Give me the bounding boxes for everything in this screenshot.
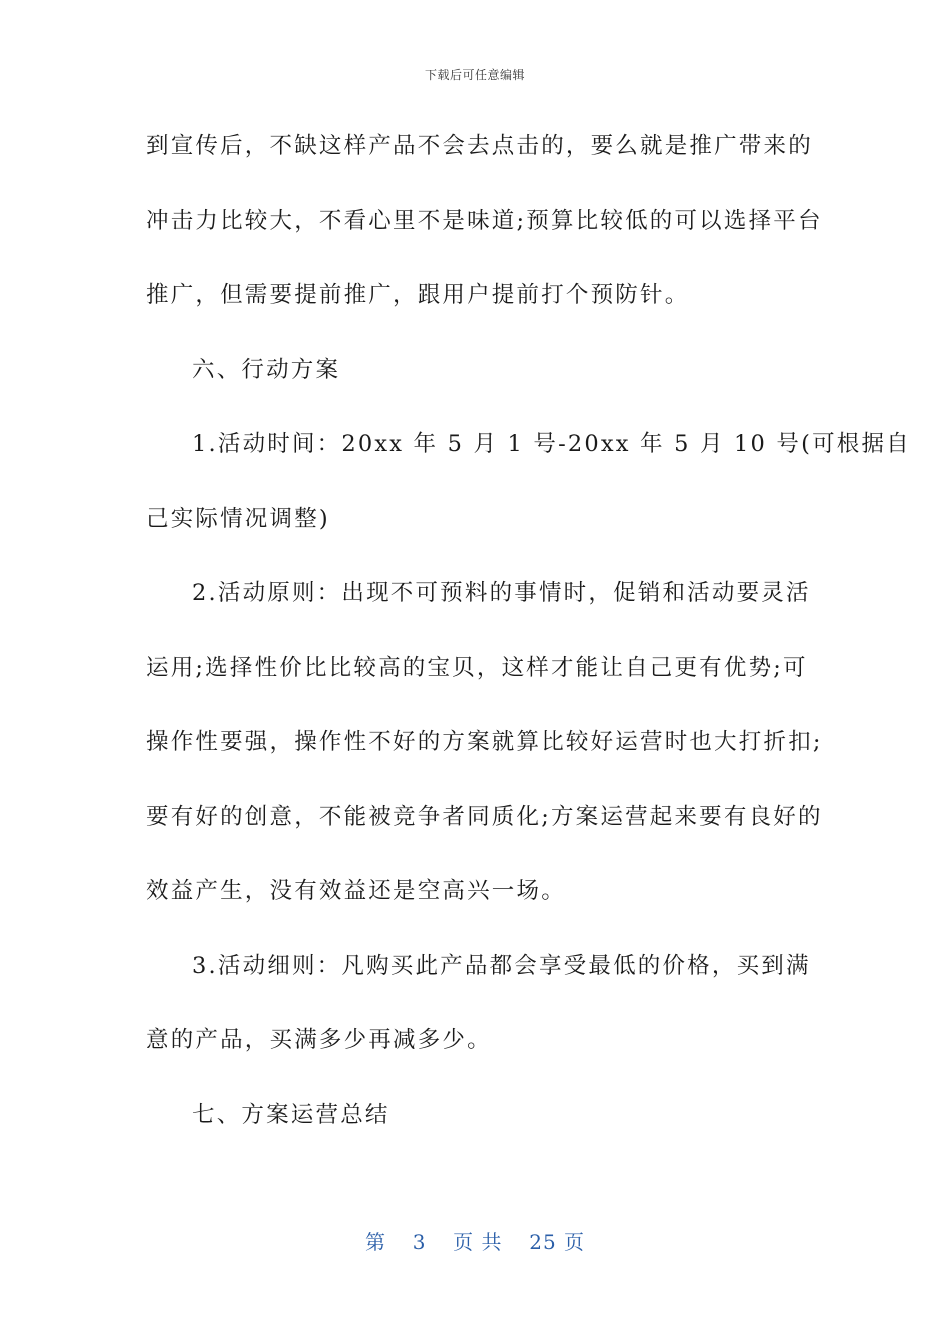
header-note: 下载后可任意编辑	[424, 68, 525, 82]
footer-suffix: 页	[564, 1230, 586, 1254]
paragraph-line: 推广，但需要提前推广，跟用户提前打个预防针。	[146, 282, 690, 308]
paragraph-line: 到宣传后，不缺这样产品不会去点击的，要么就是推广带来的	[146, 133, 813, 159]
paragraph-line: 己实际情况调整)	[146, 505, 330, 532]
paragraph-line: 冲击力比较大，不看心里不是味道;预算比较低的可以选择平台	[146, 207, 823, 234]
footer-prefix: 第	[364, 1230, 386, 1254]
footer-total-pages: 25	[529, 1230, 557, 1254]
section-heading-6: 六、行动方案	[192, 356, 341, 383]
page-number-footer	[0, 1226, 950, 1255]
paragraph-line: 1.活动时间：20xx 年 5 月 1 号-20xx 年 5 月 10 号(可根据自	[192, 431, 911, 457]
paragraph-line: 要有好的创意，不能被竞争者同质化;方案运营起来要有良好的	[146, 803, 823, 830]
paragraph-line: 运用;选择性价比比较高的宝贝，这样才能让自己更有优势;可	[146, 654, 808, 681]
paragraph-line: 意的产品，买满多少再减多少。	[146, 1027, 492, 1053]
paragraph-line: 操作性要强，操作性不好的方案就算比较好运营时也大打折扣;	[146, 729, 823, 755]
paragraph-line: 2.活动原则：出现不可预料的事情时，促销和活动要灵活	[192, 580, 811, 606]
paragraph-line: 效益产生，没有效益还是空高兴一场。	[146, 878, 566, 904]
section-heading-7: 七、方案运营总结	[192, 1101, 390, 1128]
body-text	[146, 126, 911, 1169]
paragraph-line: 3.活动细则：凡购买此产品都会享受最低的价格，买到满	[192, 952, 811, 979]
footer-current-page: 3	[412, 1230, 427, 1254]
footer-middle: 页 共	[453, 1230, 503, 1254]
